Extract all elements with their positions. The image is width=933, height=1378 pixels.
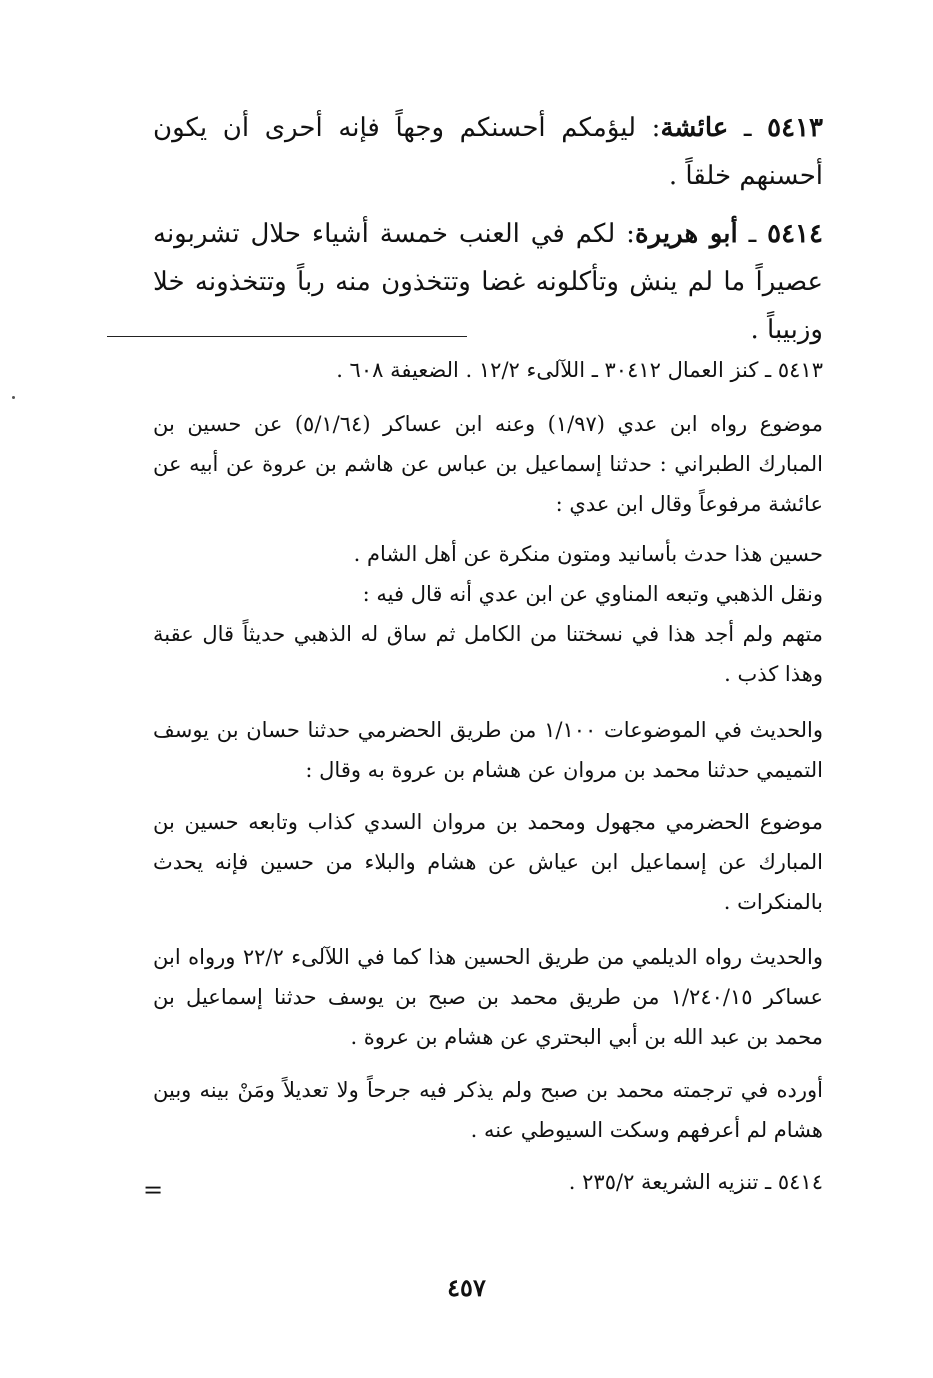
hadith-number: ٥٤١٣ [767,113,824,143]
hadith-separator: ـ [737,219,768,249]
hadith-number: ٥٤١٤ [767,219,823,249]
footnote-paragraph-3 [153,802,823,922]
footnote-quote: حسين هذا حدث بأسانيد ومتون منكرة عن أهل الشام . [353,542,823,566]
hadith-separator: ـ [728,113,768,143]
footnote-divider [107,336,467,337]
footnote-paragraph-2 [153,710,823,790]
footnote-paragraph-4 [153,937,823,1057]
footnote-ref-5413 [153,350,823,390]
footnote-text: موضوع الحضرمي مجهول ومحمد بن مروان السدي كذاب وتابعه حسين بن المبارك عن إسماعيل ابن عياش عن هشام والبلاء من حسين فإنه يحدث بالمنكرات . [153,810,823,914]
footnote-reference: ٥٤١٤ ـ تنزيه الشريعة ٢٣٥/٢ . [568,1170,823,1194]
page-number: ٤٥٧ [447,1273,486,1302]
footnote-text: موضوع رواه ابن عدي (١/٩٧) وعنه ابن عساكر (٥/١/٦٤) عن حسين بن المبارك الطبراني : حدثنا إسماعيل بن عباس عن هاشم بن عروة عن أبيه عن عائشة مرفوعاً وقال ابن عدي : [153,412,823,516]
hadith-narrator: أبو هريرة [634,219,738,249]
continuation-mark: = [143,1176,164,1204]
footnote-text: أورده في ترجمته محمد بن صبح ولم يذكر فيه جرحاً ولا تعديلاً ومَنْ بينه وبين هشام لم أعرفهم وسكت السيوطي عنه . [153,1078,823,1142]
hadith-narrator: عائشة [660,113,729,143]
footnote-ref-5414 [153,1162,823,1202]
footnote-quote: متهم ولم أجد هذا في نسختنا من الكامل ثم ساق له الذهبي حديثاً قال عقبة وهذا كذب . [153,622,823,686]
footnote-reference: ٥٤١٣ ـ كنز العمال ٣٠٤١٢ ـ اللآلىء ١٢/٢ . الضعيفة ٦٠٨ . [336,358,823,382]
scan-dot [12,396,15,399]
footnote-quote-block [153,534,823,694]
footnote-paragraph-1 [153,404,823,524]
hadith-5413 [153,104,823,200]
hadith-5414 [153,210,823,354]
footnote-text: والحديث رواه الديلمي من طريق الحسين هذا كما في اللآلىء ٢٢/٢ ورواه ابن عساكر ١/٢٤٠/١٥ من طريق محمد بن صبح بن يوسف حدثنا إسماعيل بن محمد بن عبد الله بن أبي البحتري عن هشام بن عروة . [153,945,824,1049]
hadith-text: : لكم في العنب خمسة أشياء حلال تشربونه عصيراً ما لم ينش وتأكلونه غضا وتتخذون منه رباً وتتخذونه خلا وزبيباً . [153,219,823,345]
footnote-paragraph-5 [153,1070,823,1150]
footnote-quote: ونقل الذهبي وتبعه المناوي عن ابن عدي أنه قال فيه : [362,582,823,606]
footnote-text: والحديث في الموضوعات ١/١٠٠ من طريق الحضرمي حدثنا حسان بن يوسف التميمي حدثنا محمد بن مروان عن هشام بن عروة به وقال : [153,718,823,782]
hadith-text: : ليؤمكم أحسنكم وجهاً فإنه أحرى أن يكون أحسنهم خلقاً . [153,113,823,191]
